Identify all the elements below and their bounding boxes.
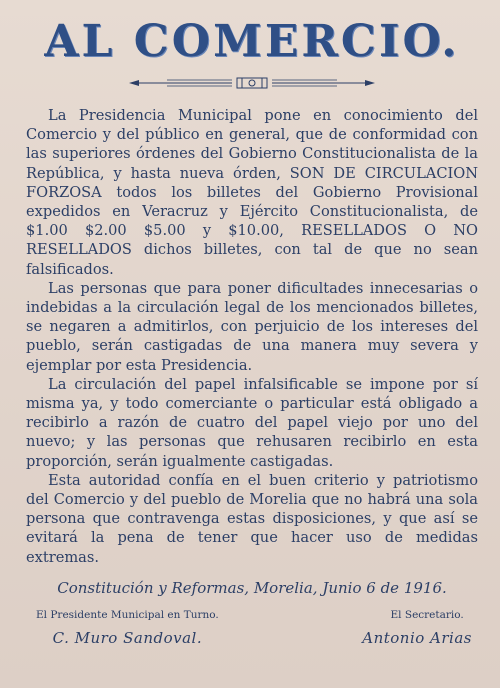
president-name: C. Muro Sandoval. (52, 628, 203, 647)
paragraph-4: Esta autoridad confía en el buen criterio y patriotismo del Comercio y del pueblo de Morelia que no habrá una sola persona que contravenga estas disposiciones, y que así se evitará la pena de tener que hacer uso de medidas extremas. (26, 471, 478, 566)
date-line: Constitución y Reformas, Morelia, Junio 6 de 1916. (57, 578, 447, 597)
ornament-divider (26, 74, 478, 92)
president-role: El Presidente Municipal en Turno. (36, 608, 219, 621)
signature-secretary (362, 609, 472, 647)
paragraph-2: Las personas que para poner dificultades innecesarias o indebidas a la circulación legal de los mencionados billetes, se negaren a admitirlos, con perjuicio de los intereses del pueblo, serán castigadas de una manera muy severa y ejemplar por esta Presidencia. (26, 279, 478, 374)
signature-president (36, 609, 219, 647)
paragraph-1: La Presidencia Municipal pone en conocimiento del Comercio y del público en general, que de conformidad con las superiores órdenes del Gobierno Constitucionalista de la República, y hasta nueva órden, SON DE CIRCULACION FORZOSA todos los billetes del Gobierno Provisional expedidos en Veracruz y Ejército Constitucionalista, de $1.00 $2.00 $5.00 y $10.00, RESELLADOS O NO RESELLADOS dichos billetes, con tal de que no sean falsificados. (26, 107, 478, 278)
notice-title: AL COMERCIO. (44, 16, 460, 67)
secretary-name: Antonio Arias (362, 628, 472, 647)
secretary-role: El Secretario. (390, 608, 464, 621)
paragraph-3: La circulación del papel infalsificable se impone por sí misma ya, y todo comerciante o particular está obligado a recibirlo a razón de cuatro del papel viejo por uno del nuevo; y las personas que rehusaren recibirlo en esta proporción, serán igualmente castigadas. (26, 375, 478, 470)
signature-block (26, 609, 478, 647)
